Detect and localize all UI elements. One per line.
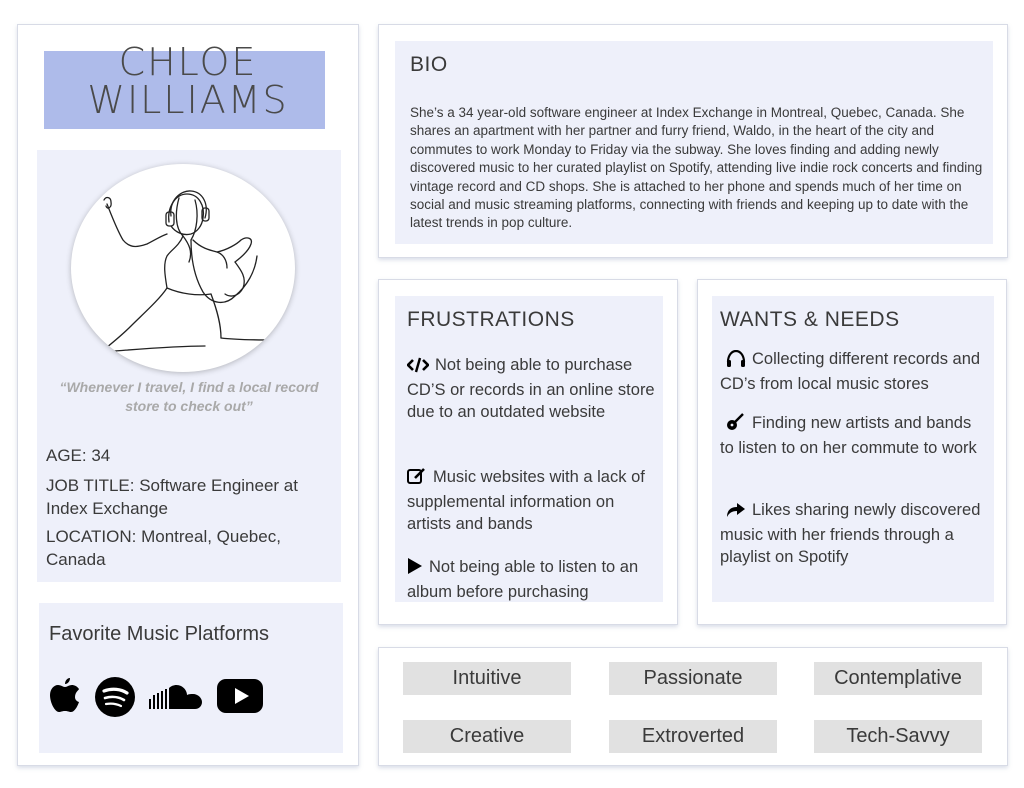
persona-name: CHLOE WILLIAMS: [87, 40, 289, 122]
spotify-icon: [95, 677, 135, 722]
bio-card: [378, 24, 1008, 258]
frustration-text: Music websites with a lack of supplemental information on artists and bands: [407, 468, 645, 533]
wants-needs-title: WANTS & NEEDS: [720, 308, 900, 331]
want-text: Likes sharing newly discovered music with her friends through a playlist on Spotify: [720, 501, 981, 566]
persona-age: AGE: 34: [46, 446, 111, 465]
trait-badge: Intuitive: [403, 662, 571, 695]
want-text: Collecting different records and CD’s from local music stores: [720, 350, 981, 393]
want-item: [720, 412, 988, 459]
apple-icon: [49, 677, 81, 720]
frustration-text: Not being able to purchase CD’S or records in an online store due to an outdated website: [407, 356, 655, 421]
platforms-title: Favorite Music Platforms: [49, 623, 270, 645]
frustrations-panel: [395, 296, 663, 602]
avatar: [71, 164, 295, 372]
line-art-illustration: [71, 164, 295, 372]
edit-icon: [407, 467, 427, 491]
share-icon: [726, 502, 746, 524]
frustration-item: [407, 556, 657, 602]
profile-panel: [37, 150, 341, 582]
want-item: [720, 348, 988, 395]
youtube-icon: [217, 679, 263, 718]
bio-title: BIO: [410, 53, 448, 76]
bio-panel: [395, 41, 993, 244]
want-text: Finding new artists and bands to listen to on her commute to work: [720, 414, 977, 457]
soundcloud-icon: [149, 683, 203, 716]
traits-card: [378, 647, 1008, 766]
frustration-item: [407, 354, 657, 423]
profile-card: [17, 24, 359, 766]
persona-location: LOCATION: Montreal, Quebec, Canada: [46, 527, 281, 569]
wants-needs-card: [697, 279, 1007, 625]
trait-badge: Extroverted: [609, 720, 777, 753]
bio-text: She’s a 34 year-old software engineer at Index Exchange in Montreal, Quebec, Canada. She shares an apartment with her partner and furry friend, Waldo, in the heart of the city and commutes to work Monday to Friday via the subway. She loves finding and adding newly discovered music to her curated playlist on Spotify, attending live indie rock concerts and finding vintage record and CD shops. She is attached to her phone and spends much of her time on social and music streaming platforms, connecting with friends and keeping up to date with the latest trends in pop culture.: [410, 105, 983, 231]
trait-badge: Passionate: [609, 662, 777, 695]
headphones-icon: [726, 350, 746, 373]
play-icon: [407, 557, 423, 581]
persona-quote: “Whenever I travel, I find a local record store to check out”: [59, 379, 319, 414]
frustration-item: [407, 466, 657, 535]
persona-job-title: JOB TITLE: Software Engineer at Index Exchange: [46, 476, 298, 518]
trait-badge: Tech-Savvy: [814, 720, 982, 753]
wants-needs-panel: [712, 296, 994, 602]
frustration-text: Not being able to listen to an album before purchasing: [407, 558, 639, 601]
platforms-panel: [39, 603, 343, 753]
frustrations-card: [378, 279, 678, 625]
frustrations-title: FRUSTRATIONS: [407, 308, 575, 331]
code-icon: [407, 357, 429, 379]
trait-badge: Creative: [403, 720, 571, 753]
want-item: [720, 499, 988, 568]
guitar-icon: [726, 413, 746, 437]
trait-badge: Contemplative: [814, 662, 982, 695]
